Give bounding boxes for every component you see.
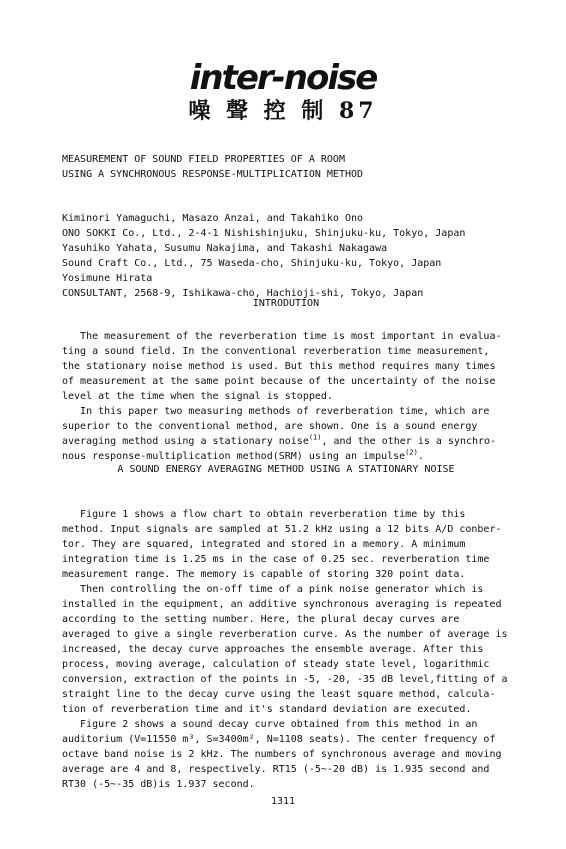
text-line: process, moving average, calculation of steady state level, logarithmic [62,659,490,670]
text-line: Figure 2 shows a sound decay curve obtained from this method in an [62,719,478,730]
author-line: Yasuhiko Yahata, Susumu Nakajima, and Takashi Nakagawa [62,243,388,254]
reference-2: (2) [405,448,418,457]
paper-title [62,137,510,197]
text-line: method. Input signals are sampled at 51.2 kHz using a 12 bits A/D conber- [62,524,502,535]
title-line: USING A SYNCHRONOUS RESPONSE-MULTIPLICATION METHOD [62,169,364,180]
text-line: averaged to give a single reverberation curve. As the number of average is [62,629,508,640]
text-segment: , and the other is a synchro- [321,436,497,447]
text-line: integration time is 1.25 ms in the case of 0.25 sec. reverberation time [62,554,490,565]
text-line: Then controlling the on-off time of a pink noise generator which is [62,584,484,595]
text-line: average are 4 and 8, respectively. RT15 (-5~-20 dB) is 1.935 second and [62,764,490,775]
text-line: The measurement of the reverberation time is most important in evalua- [62,331,502,342]
text-segment: nous response-multiplication method(SRM) using an impulse [62,451,406,462]
text-line: conversion, extraction of the points in -5, -20, -35 dB level,fitting of a [62,674,508,685]
text-line: Figure 1 shows a flow chart to obtain reverberation time by this [62,509,466,520]
text-line: RT30 (-5~-35 dB)is 1.937 second. [62,779,255,790]
text-line: In this paper two measuring methods of reverberation time, which are [62,406,490,417]
reference-1: (1) [308,433,322,442]
author-line: Sound Craft Co., Ltd., 75 Waseda-cho, Shinjuku-ku, Tokyo, Japan [62,258,442,269]
text-line: octave band noise is 2 kHz. The numbers of synchronous average and moving [62,749,502,760]
text-line: installed in the equipment, an additive synchronous averaging is repeated [62,599,502,610]
text-line: superior to the conventional method, are shown. One is a sound energy [62,421,478,432]
page-number: 1311 [270,796,296,807]
section-heading-energy-averaging: A SOUND ENERGY AVERAGING METHOD USING A STATIONARY NOISE [117,464,455,475]
text-line: tor. They are squared, integrated and stored in a memory. A minimum [62,539,466,550]
conference-logo-subtitle: 噪 聲 控 制 87 [188,98,378,124]
text-line: level at the time when the signal is stopped. [62,391,333,402]
text-line: tion of reverberation time and it's standard deviation are executed. [62,704,472,715]
author-line: CONSULTANT, 2568-9, Ishikawa-cho, Hachioji-shi, Tokyo, Japan [62,288,424,299]
text-line: measurement range. The memory is capable of storing 320 point data. [62,569,466,580]
text-line: according to the setting number. Here, the plural decay curves are [62,614,460,625]
text-line [62,434,510,449]
section-heading-introduction: INTRODUTION [252,298,320,309]
text-line: of measurement at the same point because of the uncertainty of the noise [62,376,496,387]
conference-logo: inter-noise [189,58,377,98]
author-line: ONO SOKKI Co., Ltd., 2-4-1 Nishishinjuku, Shinjuku-ku, Tokyo, Japan [62,228,466,239]
author-line: Yosimune Hirata [62,273,153,284]
title-line: MEASUREMENT OF SOUND FIELD PROPERTIES OF A ROOM [62,154,345,165]
text-line: ting a sound field. In the conventional reverberation time measurement, [62,346,490,357]
text-line: increased, the decay curve approaches the ensemble average. After this [62,644,484,655]
text-line: straight line to the decay curve using the least square method, calcula- [62,689,496,700]
body-paragraph-3 [62,702,510,807]
text-line: the stationary noise method is used. But this method requires many times [62,361,496,372]
text-line: auditorium (V=11550 m³, S=3400m², N=1108 seats). The center frequency of [62,734,496,745]
text-segment: averaging method using a stationary noise [62,436,309,447]
text-line: nous response-multiplication method(SRM) using an impulse$^{(2)}$. [62,448,424,462]
author-line: Kiminori Yamaguchi, Masazo Anzai, and Takahiko Ono [62,213,364,224]
